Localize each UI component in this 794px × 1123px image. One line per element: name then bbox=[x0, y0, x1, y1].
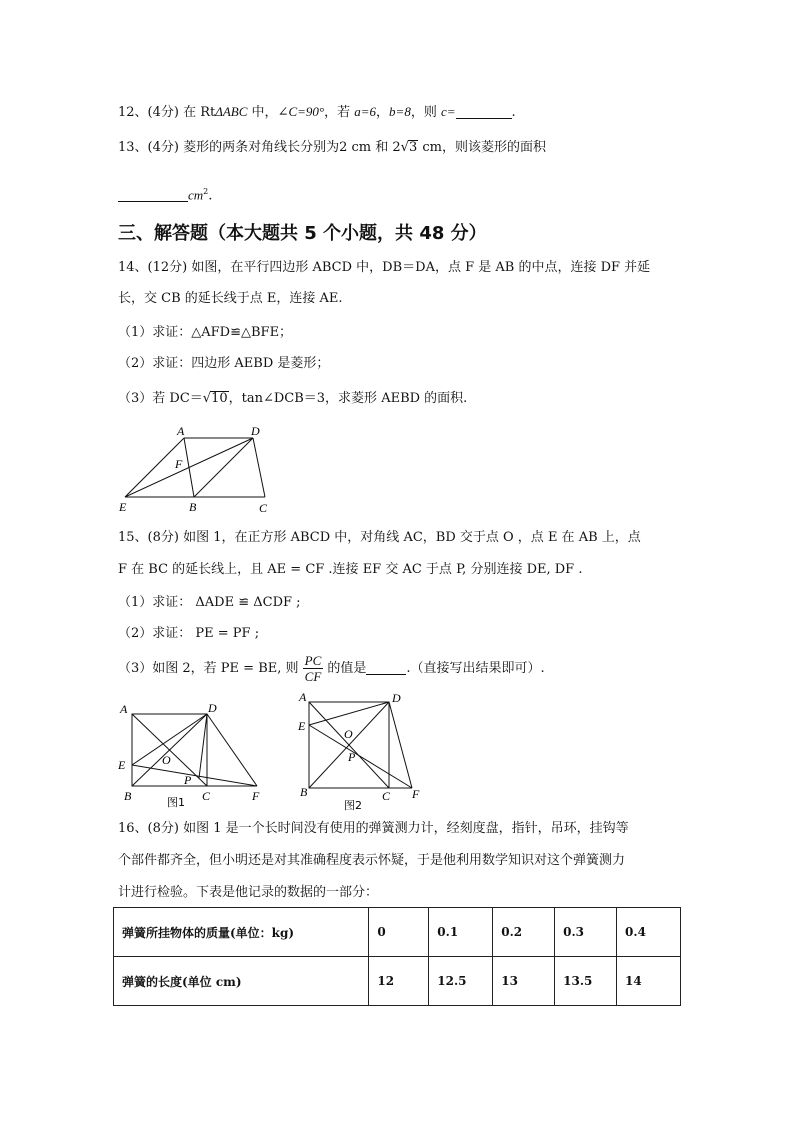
answer-blank[interactable] bbox=[118, 187, 188, 202]
q13-text: 和 bbox=[371, 140, 393, 155]
q12-c: c= bbox=[440, 104, 456, 119]
table-cell: 弹簧所挂物体的质量(单位：kg) bbox=[114, 908, 369, 957]
q15-part-1: （1）求证： ΔADE ≌ ΔCDF ; bbox=[118, 595, 301, 610]
q14-part-3-text: （3）若 DC＝ bbox=[118, 391, 203, 406]
section-heading: 三、解答题（本大题共 5 个小题，共 48 分） bbox=[118, 223, 487, 244]
q15-part-3-text: .（直接写出结果即可）. bbox=[406, 661, 545, 676]
q13-radicand: 3 bbox=[408, 140, 418, 155]
question-13-answer bbox=[118, 183, 212, 205]
label-E: E bbox=[118, 758, 126, 772]
label-A: A bbox=[177, 424, 185, 438]
table-cell: 12.5 bbox=[429, 957, 493, 1006]
q12-end: . bbox=[511, 105, 516, 120]
sqrt-symbol: √ bbox=[202, 391, 212, 406]
label-D: D bbox=[392, 691, 401, 705]
q15-part-3 bbox=[118, 652, 545, 686]
q12-prefix: 12、(4分) 在 Rt bbox=[118, 105, 216, 120]
label-B: B bbox=[189, 500, 197, 514]
label-P: P bbox=[348, 750, 356, 764]
label-A: A bbox=[299, 690, 307, 704]
table-cell: 13 bbox=[493, 957, 555, 1006]
q14-figure bbox=[115, 422, 290, 517]
label-E: E bbox=[119, 500, 127, 514]
q13-prefix: 13、(4分) 菱形的两条对角线长分别为 bbox=[118, 140, 340, 155]
q13-unit: cm bbox=[418, 140, 442, 155]
table-cell: 0.2 bbox=[493, 908, 555, 957]
q12-b: b=8 bbox=[389, 104, 411, 119]
q12-a: a=6 bbox=[354, 104, 377, 119]
table-cell: 弹簧的长度(单位 cm) bbox=[114, 957, 369, 1006]
q15-line-2: F 在 BC 的延长线上，且 AE = CF .连接 EF 交 AC 于点 P, 分别连接 DE, DF . bbox=[118, 562, 583, 577]
table-row bbox=[114, 908, 681, 957]
q14-line-1: 14、(12分) 如图，在平行四边形 ABCD 中，DB＝DA，点 F 是 AB 的中点，连接 DF 并延 bbox=[118, 260, 651, 275]
label-C: C bbox=[259, 501, 268, 515]
fraction bbox=[303, 653, 324, 684]
q14-part-1: （1）求证：△AFD≌△BFE； bbox=[118, 325, 293, 340]
q12-angle: ∠C=90° bbox=[277, 104, 325, 119]
q14-part-3-text: ，tan∠DCB＝3，求菱形 AEBD 的面积. bbox=[228, 391, 468, 406]
q16-line-1: 16、(8分) 如图 1 是一个长时间没有使用的弹簧测力计，经刻度盘，指针，吊环，挂钩等 bbox=[118, 821, 629, 836]
q15-figure-1 bbox=[112, 698, 272, 810]
fraction-denominator: CF bbox=[304, 669, 322, 684]
question-12 bbox=[118, 103, 516, 122]
q12-text: ，则 bbox=[410, 105, 441, 120]
label-C: C bbox=[382, 789, 391, 803]
q12-text: ， bbox=[376, 105, 390, 120]
sqrt-symbol: √ bbox=[400, 140, 409, 155]
q16-line-2: 个部件都齐全，但小明还是对其准确程度表示怀疑，于是他利用数学知识对这个弹簧测力 bbox=[118, 853, 626, 868]
label-A: A bbox=[120, 702, 128, 716]
label-O: O bbox=[344, 727, 353, 741]
table-cell: 13.5 bbox=[555, 957, 617, 1006]
table-cell: 0.3 bbox=[555, 908, 617, 957]
q13-superscript: 2 bbox=[203, 187, 209, 196]
q14-line-2: 长，交 CB 的延长线于点 E，连接 AE. bbox=[118, 291, 343, 306]
q16-line-3: 计进行检验。下表是他记录的数据的一部分： bbox=[118, 885, 379, 900]
q12-triangle: ΔABC bbox=[215, 104, 248, 119]
q13-suffix: ，则该菱形的面积 bbox=[441, 140, 546, 155]
q15-part-2: （2）求证： PE = PF ; bbox=[118, 626, 260, 641]
label-F: F bbox=[175, 457, 183, 471]
q13-end: . bbox=[208, 188, 213, 204]
table-cell: 0.1 bbox=[429, 908, 493, 957]
figure-1-caption: 图1 bbox=[167, 796, 185, 809]
answer-blank[interactable] bbox=[456, 104, 512, 119]
label-O: O bbox=[162, 753, 171, 767]
q15-part-3-text: （3）如图 2，若 PE = BE, 则 bbox=[118, 661, 303, 676]
label-B: B bbox=[124, 789, 132, 803]
q15-figure-2 bbox=[292, 688, 432, 812]
question-13 bbox=[118, 139, 546, 157]
label-D: D bbox=[208, 701, 217, 715]
label-B: B bbox=[300, 785, 308, 799]
label-F: F bbox=[252, 789, 260, 803]
q12-text: ，若 bbox=[324, 105, 355, 120]
label-P: P bbox=[184, 773, 192, 787]
table-cell: 0 bbox=[369, 908, 429, 957]
q14-radicand: 10 bbox=[211, 391, 228, 406]
q14-part-2: （2）求证：四边形 AEBD 是菱形； bbox=[118, 356, 330, 371]
q12-text: 中， bbox=[247, 105, 278, 120]
q14-part-3 bbox=[118, 390, 467, 408]
q13-coefficient: 2 bbox=[392, 140, 401, 155]
table-row bbox=[114, 957, 681, 1006]
label-D: D bbox=[251, 424, 260, 438]
table-cell: 0.4 bbox=[617, 908, 681, 957]
label-F: F bbox=[412, 787, 420, 801]
label-C: C bbox=[202, 789, 211, 803]
table-cell: 14 bbox=[617, 957, 681, 1006]
table-cell: 12 bbox=[369, 957, 429, 1006]
figure-2-caption: 图2 bbox=[344, 799, 362, 812]
q13-diagonal-1: 2 cm bbox=[339, 140, 372, 155]
label-E: E bbox=[298, 719, 306, 733]
q15-part-3-text: 的值是 bbox=[323, 661, 367, 676]
q13-area-unit: cm bbox=[188, 187, 204, 203]
spring-data-table bbox=[113, 907, 681, 1006]
q15-line-1: 15、(8分) 如图 1，在正方形 ABCD 中，对角线 AC，BD 交于点 O ，点 E 在 AB 上，点 bbox=[118, 530, 641, 545]
answer-blank[interactable] bbox=[366, 660, 406, 675]
fraction-numerator: PC bbox=[304, 653, 322, 668]
